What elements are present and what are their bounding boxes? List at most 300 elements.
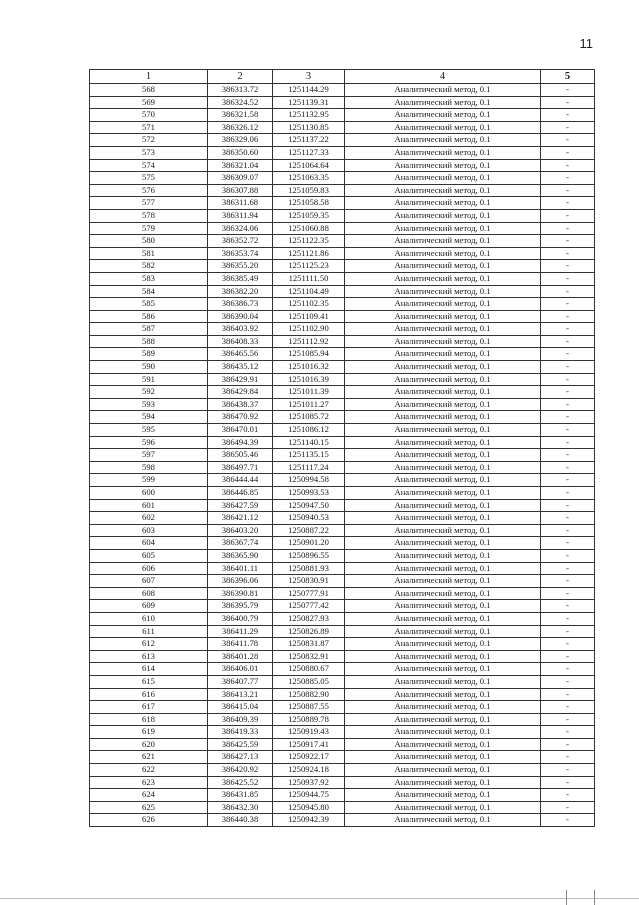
x-coordinate-cell: 386324.06 [208, 222, 273, 235]
table-row [90, 701, 595, 714]
note-cell: - [541, 638, 595, 651]
method-cell: Аналитический метод, 0.1 [345, 663, 541, 676]
point-number-cell: 611 [90, 625, 208, 638]
x-coordinate-cell: 386415.04 [208, 701, 273, 714]
x-coordinate-cell: 386355.20 [208, 260, 273, 273]
note-cell: - [541, 247, 595, 260]
table-row [90, 348, 595, 361]
table-row [90, 209, 595, 222]
point-number-cell: 585 [90, 298, 208, 311]
y-coordinate-cell: 1250832.91 [273, 650, 345, 663]
point-number-cell: 625 [90, 801, 208, 814]
note-cell: - [541, 675, 595, 688]
table-row [90, 335, 595, 348]
note-cell: - [541, 373, 595, 386]
note-cell: - [541, 285, 595, 298]
note-cell: - [541, 524, 595, 537]
note-cell: - [541, 537, 595, 550]
method-cell: Аналитический метод, 0.1 [345, 575, 541, 588]
note-cell: - [541, 600, 595, 613]
footer-tick-mark [566, 890, 567, 905]
point-number-cell: 621 [90, 751, 208, 764]
x-coordinate-cell: 386505.46 [208, 449, 273, 462]
table-row [90, 285, 595, 298]
point-number-cell: 569 [90, 96, 208, 109]
x-coordinate-cell: 386446.85 [208, 487, 273, 500]
method-cell: Аналитический метод, 0.1 [345, 172, 541, 185]
y-coordinate-cell: 1251109.41 [273, 310, 345, 323]
note-cell: - [541, 612, 595, 625]
table-row [90, 272, 595, 285]
note-cell: - [541, 461, 595, 474]
note-cell: - [541, 738, 595, 751]
method-cell: Аналитический метод, 0.1 [345, 474, 541, 487]
method-cell: Аналитический метод, 0.1 [345, 424, 541, 437]
note-cell: - [541, 260, 595, 273]
method-cell: Аналитический метод, 0.1 [345, 96, 541, 109]
coordinates-table [89, 69, 595, 827]
note-cell: - [541, 801, 595, 814]
table-row [90, 663, 595, 676]
table-row [90, 638, 595, 651]
y-coordinate-cell: 1250889.78 [273, 713, 345, 726]
y-coordinate-cell: 1251016.32 [273, 361, 345, 374]
note-cell: - [541, 386, 595, 399]
y-coordinate-cell: 1250830.91 [273, 575, 345, 588]
note-cell: - [541, 323, 595, 336]
y-coordinate-cell: 1251125.23 [273, 260, 345, 273]
method-cell: Аналитический метод, 0.1 [345, 449, 541, 462]
y-coordinate-cell: 1250940.53 [273, 512, 345, 525]
x-coordinate-cell: 386324.52 [208, 96, 273, 109]
table-row [90, 512, 595, 525]
point-number-cell: 594 [90, 411, 208, 424]
table-row [90, 411, 595, 424]
table-row [90, 474, 595, 487]
x-coordinate-cell: 386386.73 [208, 298, 273, 311]
column-header-4: 4 [345, 70, 541, 84]
y-coordinate-cell: 1251011.27 [273, 398, 345, 411]
y-coordinate-cell: 1250896.55 [273, 549, 345, 562]
table-row [90, 549, 595, 562]
note-cell: - [541, 713, 595, 726]
table-row [90, 675, 595, 688]
point-number-cell: 606 [90, 562, 208, 575]
point-number-cell: 624 [90, 789, 208, 802]
point-number-cell: 605 [90, 549, 208, 562]
y-coordinate-cell: 1251058.58 [273, 197, 345, 210]
x-coordinate-cell: 386382.20 [208, 285, 273, 298]
method-cell: Аналитический метод, 0.1 [345, 738, 541, 751]
method-cell: Аналитический метод, 0.1 [345, 373, 541, 386]
y-coordinate-cell: 1250937.92 [273, 776, 345, 789]
x-coordinate-cell: 386307.88 [208, 184, 273, 197]
note-cell: - [541, 688, 595, 701]
point-number-cell: 574 [90, 159, 208, 172]
point-number-cell: 568 [90, 84, 208, 97]
table-row [90, 310, 595, 323]
method-cell: Аналитический метод, 0.1 [345, 701, 541, 714]
point-number-cell: 588 [90, 335, 208, 348]
point-number-cell: 622 [90, 764, 208, 777]
table-row [90, 197, 595, 210]
y-coordinate-cell: 1251132.95 [273, 109, 345, 122]
note-cell: - [541, 146, 595, 159]
method-cell: Аналитический метод, 0.1 [345, 562, 541, 575]
method-cell: Аналитический метод, 0.1 [345, 587, 541, 600]
method-cell: Аналитический метод, 0.1 [345, 348, 541, 361]
x-coordinate-cell: 386419.33 [208, 726, 273, 739]
y-coordinate-cell: 1250994.58 [273, 474, 345, 487]
note-cell: - [541, 751, 595, 764]
table-row [90, 789, 595, 802]
method-cell: Аналитический метод, 0.1 [345, 310, 541, 323]
method-cell: Аналитический метод, 0.1 [345, 159, 541, 172]
y-coordinate-cell: 1250945.80 [273, 801, 345, 814]
y-coordinate-cell: 1251111.50 [273, 272, 345, 285]
x-coordinate-cell: 386329.06 [208, 134, 273, 147]
y-coordinate-cell: 1250831.87 [273, 638, 345, 651]
x-coordinate-cell: 386435.12 [208, 361, 273, 374]
point-number-cell: 599 [90, 474, 208, 487]
method-cell: Аналитический метод, 0.1 [345, 109, 541, 122]
point-number-cell: 617 [90, 701, 208, 714]
x-coordinate-cell: 386429.91 [208, 373, 273, 386]
point-number-cell: 616 [90, 688, 208, 701]
table-row [90, 386, 595, 399]
point-number-cell: 582 [90, 260, 208, 273]
table-row [90, 764, 595, 777]
point-number-cell: 620 [90, 738, 208, 751]
note-cell: - [541, 650, 595, 663]
y-coordinate-cell: 1251122.35 [273, 235, 345, 248]
x-coordinate-cell: 386408.33 [208, 335, 273, 348]
y-coordinate-cell: 1251112.92 [273, 335, 345, 348]
y-coordinate-cell: 1251137.22 [273, 134, 345, 147]
note-cell: - [541, 663, 595, 676]
method-cell: Аналитический метод, 0.1 [345, 272, 541, 285]
note-cell: - [541, 109, 595, 122]
note-cell: - [541, 726, 595, 739]
y-coordinate-cell: 1250881.93 [273, 562, 345, 575]
note-cell: - [541, 235, 595, 248]
point-number-cell: 587 [90, 323, 208, 336]
note-cell: - [541, 172, 595, 185]
y-coordinate-cell: 1251063.35 [273, 172, 345, 185]
table-row [90, 461, 595, 474]
method-cell: Аналитический метод, 0.1 [345, 121, 541, 134]
method-cell: Аналитический метод, 0.1 [345, 436, 541, 449]
method-cell: Аналитический метод, 0.1 [345, 235, 541, 248]
method-cell: Аналитический метод, 0.1 [345, 612, 541, 625]
method-cell: Аналитический метод, 0.1 [345, 361, 541, 374]
point-number-cell: 626 [90, 814, 208, 827]
y-coordinate-cell: 1250882.90 [273, 688, 345, 701]
x-coordinate-cell: 386444.44 [208, 474, 273, 487]
y-coordinate-cell: 1250922.17 [273, 751, 345, 764]
x-coordinate-cell: 386429.84 [208, 386, 273, 399]
y-coordinate-cell: 1251144.29 [273, 84, 345, 97]
table-row [90, 361, 595, 374]
y-coordinate-cell: 1250885.05 [273, 675, 345, 688]
table-row [90, 575, 595, 588]
note-cell: - [541, 184, 595, 197]
x-coordinate-cell: 386401.11 [208, 562, 273, 575]
x-coordinate-cell: 386407.77 [208, 675, 273, 688]
note-cell: - [541, 361, 595, 374]
note-cell: - [541, 424, 595, 437]
point-number-cell: 593 [90, 398, 208, 411]
footer-rule [0, 898, 639, 899]
y-coordinate-cell: 1251130.85 [273, 121, 345, 134]
x-coordinate-cell: 386438.37 [208, 398, 273, 411]
method-cell: Аналитический метод, 0.1 [345, 776, 541, 789]
table-row [90, 688, 595, 701]
y-coordinate-cell: 1251085.94 [273, 348, 345, 361]
x-coordinate-cell: 386352.72 [208, 235, 273, 248]
point-number-cell: 592 [90, 386, 208, 399]
table-row [90, 587, 595, 600]
method-cell: Аналитический метод, 0.1 [345, 298, 541, 311]
table-row [90, 713, 595, 726]
method-cell: Аналитический метод, 0.1 [345, 335, 541, 348]
table-row [90, 172, 595, 185]
point-number-cell: 595 [90, 424, 208, 437]
point-number-cell: 579 [90, 222, 208, 235]
point-number-cell: 614 [90, 663, 208, 676]
y-coordinate-cell: 1251060.88 [273, 222, 345, 235]
method-cell: Аналитический метод, 0.1 [345, 398, 541, 411]
footer-tick-mark [594, 890, 595, 905]
point-number-cell: 589 [90, 348, 208, 361]
y-coordinate-cell: 1251117.24 [273, 461, 345, 474]
note-cell: - [541, 348, 595, 361]
table-row [90, 424, 595, 437]
x-coordinate-cell: 386353.74 [208, 247, 273, 260]
y-coordinate-cell: 1251139.31 [273, 96, 345, 109]
method-cell: Аналитический метод, 0.1 [345, 260, 541, 273]
point-number-cell: 596 [90, 436, 208, 449]
table-row [90, 776, 595, 789]
table-row [90, 487, 595, 500]
table-row [90, 134, 595, 147]
x-coordinate-cell: 386321.58 [208, 109, 273, 122]
table-body [90, 84, 595, 827]
point-number-cell: 576 [90, 184, 208, 197]
y-coordinate-cell: 1250919.43 [273, 726, 345, 739]
table-row [90, 562, 595, 575]
column-header-2: 2 [208, 70, 273, 84]
y-coordinate-cell: 1251127.33 [273, 146, 345, 159]
point-number-cell: 603 [90, 524, 208, 537]
y-coordinate-cell: 1251085.72 [273, 411, 345, 424]
method-cell: Аналитический метод, 0.1 [345, 285, 541, 298]
note-cell: - [541, 575, 595, 588]
x-coordinate-cell: 386432.30 [208, 801, 273, 814]
y-coordinate-cell: 1250826.89 [273, 625, 345, 638]
note-cell: - [541, 197, 595, 210]
point-number-cell: 607 [90, 575, 208, 588]
table-row [90, 235, 595, 248]
y-coordinate-cell: 1251016.39 [273, 373, 345, 386]
x-coordinate-cell: 386421.12 [208, 512, 273, 525]
method-cell: Аналитический метод, 0.1 [345, 197, 541, 210]
note-cell: - [541, 298, 595, 311]
note-cell: - [541, 814, 595, 827]
point-number-cell: 610 [90, 612, 208, 625]
x-coordinate-cell: 386427.59 [208, 499, 273, 512]
y-coordinate-cell: 1251102.35 [273, 298, 345, 311]
table-row [90, 625, 595, 638]
point-number-cell: 613 [90, 650, 208, 663]
x-coordinate-cell: 386403.92 [208, 323, 273, 336]
note-cell: - [541, 701, 595, 714]
x-coordinate-cell: 386395.79 [208, 600, 273, 613]
point-number-cell: 580 [90, 235, 208, 248]
x-coordinate-cell: 386431.85 [208, 789, 273, 802]
y-coordinate-cell: 1250942.39 [273, 814, 345, 827]
point-number-cell: 572 [90, 134, 208, 147]
y-coordinate-cell: 1250827.93 [273, 612, 345, 625]
table-row [90, 184, 595, 197]
table-row [90, 373, 595, 386]
point-number-cell: 612 [90, 638, 208, 651]
table-row [90, 600, 595, 613]
column-header-1: 1 [90, 70, 208, 84]
x-coordinate-cell: 386465.56 [208, 348, 273, 361]
y-coordinate-cell: 1250917.41 [273, 738, 345, 751]
point-number-cell: 601 [90, 499, 208, 512]
method-cell: Аналитический метод, 0.1 [345, 84, 541, 97]
note-cell: - [541, 487, 595, 500]
x-coordinate-cell: 386413.21 [208, 688, 273, 701]
x-coordinate-cell: 386396.06 [208, 575, 273, 588]
point-number-cell: 571 [90, 121, 208, 134]
method-cell: Аналитический метод, 0.1 [345, 726, 541, 739]
method-cell: Аналитический метод, 0.1 [345, 146, 541, 159]
point-number-cell: 570 [90, 109, 208, 122]
point-number-cell: 615 [90, 675, 208, 688]
method-cell: Аналитический метод, 0.1 [345, 814, 541, 827]
point-number-cell: 581 [90, 247, 208, 260]
point-number-cell: 575 [90, 172, 208, 185]
y-coordinate-cell: 1251064.64 [273, 159, 345, 172]
note-cell: - [541, 310, 595, 323]
x-coordinate-cell: 386425.52 [208, 776, 273, 789]
y-coordinate-cell: 1250777.42 [273, 600, 345, 613]
table-row [90, 814, 595, 827]
method-cell: Аналитический метод, 0.1 [345, 549, 541, 562]
table-row [90, 537, 595, 550]
note-cell: - [541, 222, 595, 235]
method-cell: Аналитический метод, 0.1 [345, 600, 541, 613]
x-coordinate-cell: 386427.13 [208, 751, 273, 764]
point-number-cell: 577 [90, 197, 208, 210]
method-cell: Аналитический метод, 0.1 [345, 209, 541, 222]
point-number-cell: 591 [90, 373, 208, 386]
table-row [90, 96, 595, 109]
point-number-cell: 619 [90, 726, 208, 739]
x-coordinate-cell: 386309.07 [208, 172, 273, 185]
method-cell: Аналитический метод, 0.1 [345, 688, 541, 701]
table-row [90, 751, 595, 764]
x-coordinate-cell: 386440.38 [208, 814, 273, 827]
x-coordinate-cell: 386326.12 [208, 121, 273, 134]
method-cell: Аналитический метод, 0.1 [345, 487, 541, 500]
table-row [90, 612, 595, 625]
y-coordinate-cell: 1250944.75 [273, 789, 345, 802]
note-cell: - [541, 789, 595, 802]
x-coordinate-cell: 386390.04 [208, 310, 273, 323]
x-coordinate-cell: 386365.90 [208, 549, 273, 562]
point-number-cell: 584 [90, 285, 208, 298]
x-coordinate-cell: 386311.68 [208, 197, 273, 210]
table-row [90, 801, 595, 814]
x-coordinate-cell: 386321.04 [208, 159, 273, 172]
x-coordinate-cell: 386409.39 [208, 713, 273, 726]
x-coordinate-cell: 386313.72 [208, 84, 273, 97]
y-coordinate-cell: 1251102.90 [273, 323, 345, 336]
table-row [90, 524, 595, 537]
y-coordinate-cell: 1250924.18 [273, 764, 345, 777]
method-cell: Аналитический метод, 0.1 [345, 323, 541, 336]
point-number-cell: 600 [90, 487, 208, 500]
table-row [90, 499, 595, 512]
x-coordinate-cell: 386497.71 [208, 461, 273, 474]
x-coordinate-cell: 386400.79 [208, 612, 273, 625]
x-coordinate-cell: 386470.01 [208, 424, 273, 437]
point-number-cell: 586 [90, 310, 208, 323]
note-cell: - [541, 96, 595, 109]
y-coordinate-cell: 1251121.86 [273, 247, 345, 260]
x-coordinate-cell: 386406.01 [208, 663, 273, 676]
method-cell: Аналитический метод, 0.1 [345, 247, 541, 260]
point-number-cell: 623 [90, 776, 208, 789]
method-cell: Аналитический метод, 0.1 [345, 524, 541, 537]
table-row [90, 84, 595, 97]
table-row [90, 247, 595, 260]
point-number-cell: 618 [90, 713, 208, 726]
point-number-cell: 578 [90, 209, 208, 222]
point-number-cell: 590 [90, 361, 208, 374]
note-cell: - [541, 84, 595, 97]
y-coordinate-cell: 1250880.67 [273, 663, 345, 676]
table-row [90, 650, 595, 663]
method-cell: Аналитический метод, 0.1 [345, 801, 541, 814]
y-coordinate-cell: 1250947.50 [273, 499, 345, 512]
note-cell: - [541, 764, 595, 777]
table-row [90, 449, 595, 462]
x-coordinate-cell: 386350.60 [208, 146, 273, 159]
y-coordinate-cell: 1251140.15 [273, 436, 345, 449]
x-coordinate-cell: 386385.49 [208, 272, 273, 285]
table-row [90, 222, 595, 235]
table-header-row [90, 70, 595, 84]
x-coordinate-cell: 386403.20 [208, 524, 273, 537]
note-cell: - [541, 436, 595, 449]
y-coordinate-cell: 1251059.35 [273, 209, 345, 222]
method-cell: Аналитический метод, 0.1 [345, 386, 541, 399]
table-row [90, 738, 595, 751]
y-coordinate-cell: 1250901.20 [273, 537, 345, 550]
note-cell: - [541, 335, 595, 348]
method-cell: Аналитический метод, 0.1 [345, 512, 541, 525]
x-coordinate-cell: 386401.28 [208, 650, 273, 663]
note-cell: - [541, 121, 595, 134]
y-coordinate-cell: 1251135.15 [273, 449, 345, 462]
x-coordinate-cell: 386470.92 [208, 411, 273, 424]
note-cell: - [541, 159, 595, 172]
